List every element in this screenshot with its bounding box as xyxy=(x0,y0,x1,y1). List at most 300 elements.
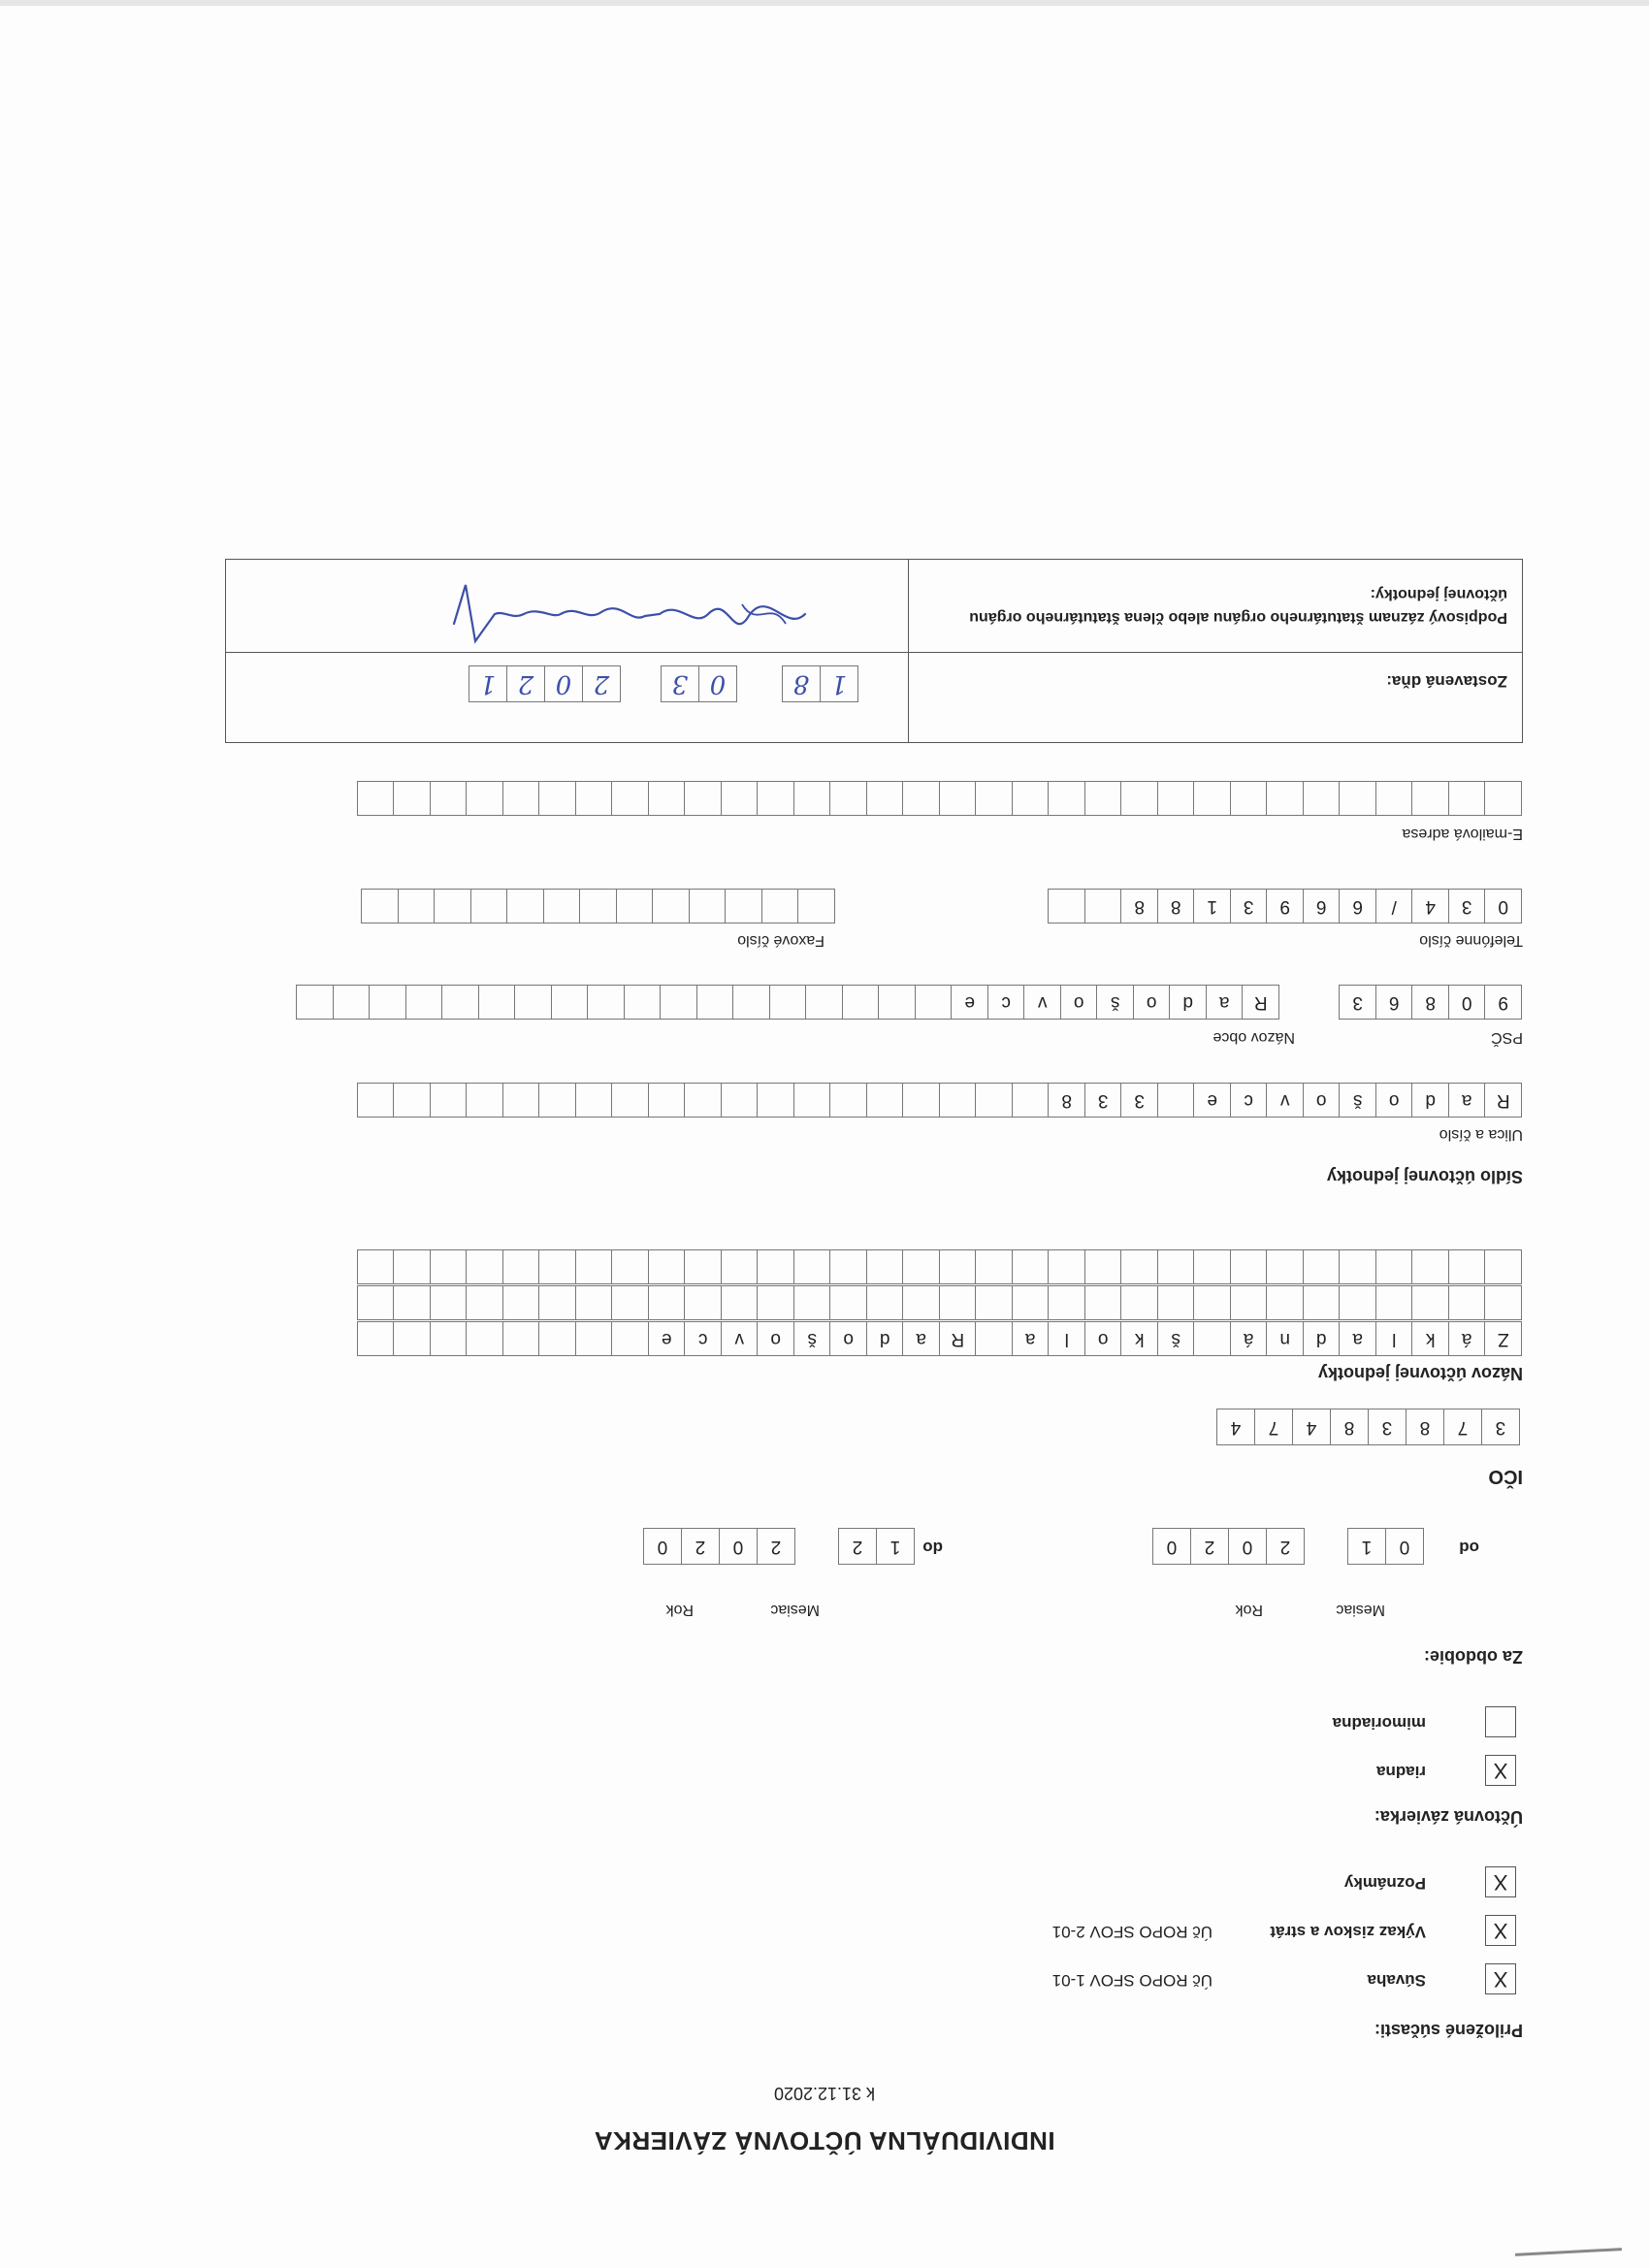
period-heading: Za obdobie: xyxy=(1424,1647,1523,1667)
char-cell[interactable] xyxy=(653,889,691,923)
char-cell[interactable] xyxy=(830,781,868,816)
ico-boxes xyxy=(1217,1409,1520,1445)
char-cell[interactable]: 1 xyxy=(1194,889,1232,923)
char-cell[interactable] xyxy=(1412,1285,1450,1320)
char-cell[interactable] xyxy=(1267,1249,1305,1284)
char-cell[interactable] xyxy=(689,889,727,923)
char-cell[interactable] xyxy=(1194,1249,1232,1284)
digit-cell[interactable]: 7 xyxy=(1254,1409,1293,1445)
compiled-month-boxes xyxy=(662,665,737,702)
char-cell[interactable]: o xyxy=(1084,1321,1122,1356)
fax-boxes xyxy=(363,889,836,923)
char-cell[interactable]: 8 xyxy=(1121,889,1159,923)
char-cell[interactable] xyxy=(297,985,335,1020)
char-cell[interactable] xyxy=(1340,781,1377,816)
char-cell[interactable]: c xyxy=(987,985,1025,1020)
digit-cell[interactable]: 2 xyxy=(1266,1528,1305,1565)
char-cell[interactable] xyxy=(543,889,581,923)
char-cell[interactable]: Z xyxy=(1485,1321,1523,1356)
phone-boxes xyxy=(1050,889,1523,923)
char-cell[interactable]: e xyxy=(648,1321,686,1356)
char-cell[interactable]: á xyxy=(1448,1321,1486,1356)
char-cell[interactable] xyxy=(1084,889,1122,923)
char-cell[interactable] xyxy=(394,781,432,816)
digit-cell[interactable]: 2 xyxy=(681,1528,720,1565)
char-cell[interactable] xyxy=(1084,1285,1122,1320)
char-cell[interactable] xyxy=(1375,781,1413,816)
char-cell[interactable]: š xyxy=(1157,1321,1195,1356)
char-cell[interactable] xyxy=(430,1083,468,1118)
attachment-checkbox-vzs[interactable]: X xyxy=(1485,1915,1516,1946)
handwritten-digit[interactable]: 2 xyxy=(506,665,545,702)
char-cell[interactable]: 3 xyxy=(1121,1083,1159,1118)
entity-name-label: Názov účtovnej jednotky xyxy=(1317,1364,1523,1383)
char-cell[interactable] xyxy=(1012,1083,1050,1118)
from-label: od xyxy=(1459,1539,1479,1557)
digit-cell[interactable]: 2 xyxy=(838,1528,877,1565)
char-cell[interactable]: 9 xyxy=(1267,889,1305,923)
char-cell[interactable] xyxy=(903,1083,941,1118)
char-cell[interactable]: R xyxy=(1243,985,1280,1020)
char-cell[interactable]: 0 xyxy=(1448,985,1486,1020)
char-cell[interactable] xyxy=(793,1285,831,1320)
char-cell[interactable] xyxy=(721,1249,759,1284)
char-cell[interactable] xyxy=(1485,781,1523,816)
char-cell[interactable]: 9 xyxy=(1485,985,1523,1020)
char-cell[interactable] xyxy=(1157,781,1195,816)
to-year-boxes xyxy=(644,1528,795,1565)
email-label: E-mailová adresa xyxy=(1402,826,1523,842)
signature-label: Podpisový záznam štatutárneho orgánu alebo člena štatutárneho orgánu účtovnej jednotky: xyxy=(969,586,1507,626)
attachment-code-vzs: Úč ROPO SFOV 2-01 xyxy=(1051,1923,1212,1941)
char-cell[interactable] xyxy=(758,1249,795,1284)
from-year-label: Rok xyxy=(1235,1602,1263,1618)
handwritten-digit[interactable]: 0 xyxy=(698,665,737,702)
handwritten-digit[interactable]: 1 xyxy=(469,665,507,702)
attachment-label-suvaha: Súvaha xyxy=(1367,1971,1426,1990)
city-label: Názov obce xyxy=(1212,1029,1295,1046)
char-cell[interactable] xyxy=(575,1285,613,1320)
char-cell[interactable] xyxy=(467,1249,504,1284)
char-cell[interactable] xyxy=(903,1249,941,1284)
char-cell[interactable] xyxy=(721,1083,759,1118)
char-cell[interactable] xyxy=(1121,781,1159,816)
char-cell[interactable]: v xyxy=(1267,1083,1305,1118)
from-month-label: Mesiac xyxy=(1336,1602,1385,1618)
char-cell[interactable] xyxy=(758,1285,795,1320)
char-cell[interactable]: a xyxy=(1340,1321,1377,1356)
char-cell[interactable] xyxy=(976,1249,1014,1284)
char-cell[interactable] xyxy=(798,889,836,923)
char-cell[interactable] xyxy=(551,985,589,1020)
digit-cell[interactable]: 8 xyxy=(1330,1409,1369,1445)
handwritten-digit[interactable]: 0 xyxy=(544,665,583,702)
char-cell[interactable] xyxy=(575,1321,613,1356)
char-cell[interactable] xyxy=(394,1249,432,1284)
char-cell[interactable]: l xyxy=(1375,1321,1413,1356)
char-cell[interactable] xyxy=(1448,1285,1486,1320)
char-cell[interactable]: 3 xyxy=(1230,889,1268,923)
char-cell[interactable]: v xyxy=(721,1321,759,1356)
from-year-boxes xyxy=(1153,1528,1305,1565)
char-cell[interactable]: 8 xyxy=(1157,889,1195,923)
char-cell[interactable]: 3 xyxy=(1448,889,1486,923)
document-title: INDIVIDUÁLNA ÚČTOVNÁ ZÁVIERKA xyxy=(594,2126,1055,2155)
char-cell[interactable] xyxy=(976,1083,1014,1118)
attachment-checkbox-suvaha[interactable]: X xyxy=(1485,1963,1516,1994)
char-cell[interactable] xyxy=(1121,1249,1159,1284)
char-cell[interactable]: a xyxy=(1448,1083,1486,1118)
char-cell[interactable] xyxy=(648,781,686,816)
char-cell[interactable] xyxy=(685,781,723,816)
char-cell[interactable] xyxy=(685,1083,723,1118)
char-cell[interactable]: d xyxy=(1170,985,1208,1020)
char-cell[interactable] xyxy=(976,1321,1014,1356)
statement-type-heading: Účtovná závierka: xyxy=(1374,1807,1523,1827)
char-cell[interactable] xyxy=(539,781,577,816)
char-cell[interactable] xyxy=(1412,781,1450,816)
char-cell[interactable] xyxy=(1012,1285,1050,1320)
char-cell[interactable] xyxy=(539,1083,577,1118)
char-cell[interactable] xyxy=(1049,1285,1086,1320)
char-cell[interactable] xyxy=(648,1083,686,1118)
char-cell[interactable] xyxy=(588,985,626,1020)
char-cell[interactable] xyxy=(515,985,553,1020)
char-cell[interactable]: 6 xyxy=(1375,985,1413,1020)
char-cell[interactable] xyxy=(405,985,443,1020)
char-cell[interactable] xyxy=(830,1249,868,1284)
char-cell[interactable] xyxy=(357,781,395,816)
char-cell[interactable] xyxy=(1084,781,1122,816)
attachment-checkbox-poznamky[interactable]: X xyxy=(1485,1866,1516,1897)
scan-mark xyxy=(1515,2248,1622,2256)
char-cell[interactable] xyxy=(939,781,977,816)
char-cell[interactable] xyxy=(502,1249,540,1284)
char-cell[interactable] xyxy=(733,985,771,1020)
statement-type-label-mimoriadna: mimoriadna xyxy=(1332,1714,1426,1733)
entity-name-row-2 xyxy=(358,1285,1522,1320)
char-cell[interactable] xyxy=(1121,1285,1159,1320)
char-cell[interactable] xyxy=(357,1321,395,1356)
char-cell[interactable] xyxy=(842,985,880,1020)
char-cell[interactable] xyxy=(1157,1285,1195,1320)
char-cell[interactable] xyxy=(769,985,807,1020)
char-cell[interactable] xyxy=(357,1285,395,1320)
fax-label: Faxové číslo xyxy=(737,932,824,949)
seat-heading: Sídlo účtovnej jednotky xyxy=(1326,1167,1523,1186)
char-cell[interactable] xyxy=(370,985,407,1020)
char-cell[interactable] xyxy=(976,1285,1014,1320)
compiled-date-label: Zostavená dňa: xyxy=(1386,672,1507,691)
char-cell[interactable]: 3 xyxy=(1340,985,1377,1020)
char-cell[interactable] xyxy=(1485,1249,1523,1284)
char-cell[interactable]: v xyxy=(1024,985,1062,1020)
char-cell[interactable] xyxy=(502,1285,540,1320)
char-cell[interactable] xyxy=(1049,1249,1086,1284)
char-cell[interactable] xyxy=(539,1285,577,1320)
compiled-year-boxes xyxy=(469,665,621,702)
attachment-label-vzs: Výkaz ziskov a strát xyxy=(1270,1923,1426,1941)
char-cell[interactable] xyxy=(721,781,759,816)
street-boxes xyxy=(358,1083,1522,1118)
char-cell[interactable] xyxy=(1157,1083,1195,1118)
char-cell[interactable] xyxy=(612,1083,650,1118)
char-cell[interactable] xyxy=(721,1285,759,1320)
digit-cell[interactable]: 1 xyxy=(1347,1528,1386,1565)
char-cell[interactable]: k xyxy=(1121,1321,1159,1356)
char-cell[interactable] xyxy=(624,985,662,1020)
char-cell[interactable] xyxy=(502,1321,540,1356)
attachment-label-poznamky: Poznámky xyxy=(1343,1874,1426,1893)
char-cell[interactable]: o xyxy=(758,1321,795,1356)
digit-cell[interactable]: 2 xyxy=(757,1528,795,1565)
digit-cell[interactable]: 2 xyxy=(1190,1528,1229,1565)
char-cell[interactable]: a xyxy=(1012,1321,1050,1356)
digit-cell[interactable]: 0 xyxy=(643,1528,682,1565)
char-cell[interactable]: c xyxy=(685,1321,723,1356)
char-cell[interactable] xyxy=(442,985,480,1020)
digit-cell[interactable]: 8 xyxy=(1406,1409,1444,1445)
char-cell[interactable]: d xyxy=(1303,1321,1341,1356)
char-cell[interactable] xyxy=(1194,1285,1232,1320)
city-boxes xyxy=(298,985,1280,1020)
handwritten-signature xyxy=(446,566,815,653)
psc-label: PSČ xyxy=(1491,1029,1523,1046)
char-cell[interactable]: š xyxy=(1097,985,1135,1020)
email-boxes xyxy=(358,781,1522,816)
char-cell[interactable] xyxy=(575,781,613,816)
from-month-boxes xyxy=(1348,1528,1424,1565)
char-cell[interactable] xyxy=(470,889,508,923)
char-cell[interactable] xyxy=(1375,1285,1413,1320)
char-cell[interactable] xyxy=(612,1321,650,1356)
char-cell[interactable] xyxy=(793,781,831,816)
char-cell[interactable]: d xyxy=(1412,1083,1450,1118)
digit-cell[interactable]: 1 xyxy=(876,1528,915,1565)
char-cell[interactable] xyxy=(580,889,618,923)
char-cell[interactable] xyxy=(976,781,1014,816)
char-cell[interactable]: o xyxy=(1375,1083,1413,1118)
char-cell[interactable] xyxy=(398,889,436,923)
char-cell[interactable] xyxy=(430,781,468,816)
char-cell[interactable] xyxy=(661,985,698,1020)
char-cell[interactable]: o xyxy=(1303,1083,1341,1118)
entity-name-row-1 xyxy=(358,1321,1522,1356)
char-cell[interactable]: d xyxy=(866,1321,904,1356)
to-label: do xyxy=(922,1539,943,1557)
handwritten-digit[interactable]: 3 xyxy=(661,665,699,702)
digit-cell[interactable]: 4 xyxy=(1216,1409,1255,1445)
char-cell[interactable] xyxy=(758,781,795,816)
char-cell[interactable] xyxy=(1267,781,1305,816)
compiled-day-boxes xyxy=(783,665,858,702)
char-cell[interactable]: š xyxy=(793,1321,831,1356)
handwritten-digit[interactable]: 1 xyxy=(820,665,858,702)
char-cell[interactable] xyxy=(467,1285,504,1320)
char-cell[interactable] xyxy=(648,1249,686,1284)
char-cell[interactable] xyxy=(575,1249,613,1284)
char-cell[interactable]: 8 xyxy=(1049,1083,1086,1118)
street-label: Ulica a číslo xyxy=(1439,1126,1523,1143)
char-cell[interactable] xyxy=(879,985,917,1020)
char-cell[interactable] xyxy=(830,1285,868,1320)
digit-cell[interactable]: 0 xyxy=(1385,1528,1424,1565)
char-cell[interactable] xyxy=(793,1083,831,1118)
char-cell[interactable] xyxy=(1303,1285,1341,1320)
char-cell[interactable] xyxy=(1230,1285,1268,1320)
ico-label: IČO xyxy=(1488,1466,1523,1487)
char-cell[interactable] xyxy=(866,1083,904,1118)
char-cell[interactable]: R xyxy=(1485,1083,1523,1118)
to-month-label: Mesiac xyxy=(770,1602,820,1618)
statement-type-checkbox-mimoriadna[interactable] xyxy=(1485,1706,1516,1737)
handwritten-digit[interactable]: 8 xyxy=(782,665,821,702)
char-cell[interactable] xyxy=(430,1321,468,1356)
char-cell[interactable] xyxy=(394,1321,432,1356)
char-cell[interactable] xyxy=(793,1249,831,1284)
char-cell[interactable] xyxy=(866,1249,904,1284)
char-cell[interactable]: l xyxy=(1049,1321,1086,1356)
char-cell[interactable] xyxy=(612,1249,650,1284)
table-divider xyxy=(226,652,1522,653)
digit-cell[interactable]: 3 xyxy=(1481,1409,1520,1445)
char-cell[interactable] xyxy=(1230,1249,1268,1284)
char-cell[interactable] xyxy=(866,781,904,816)
char-cell[interactable] xyxy=(1230,781,1268,816)
char-cell[interactable] xyxy=(467,1321,504,1356)
char-cell[interactable] xyxy=(612,781,650,816)
char-cell[interactable]: 0 xyxy=(1485,889,1523,923)
attachment-code-suvaha: Úč ROPO SFOV 1-01 xyxy=(1051,1971,1212,1990)
digit-cell[interactable]: 0 xyxy=(1152,1528,1191,1565)
char-cell[interactable] xyxy=(830,1083,868,1118)
char-cell[interactable] xyxy=(648,1285,686,1320)
char-cell[interactable] xyxy=(430,1249,468,1284)
char-cell[interactable] xyxy=(1375,1249,1413,1284)
char-cell[interactable] xyxy=(903,1285,941,1320)
char-cell[interactable] xyxy=(1303,1249,1341,1284)
digit-cell[interactable]: 0 xyxy=(719,1528,758,1565)
char-cell[interactable] xyxy=(507,889,545,923)
char-cell[interactable] xyxy=(1084,1249,1122,1284)
char-cell[interactable]: R xyxy=(939,1321,977,1356)
digit-cell[interactable]: 4 xyxy=(1292,1409,1331,1445)
char-cell[interactable]: n xyxy=(1267,1321,1305,1356)
char-cell[interactable] xyxy=(1303,781,1341,816)
char-cell[interactable] xyxy=(939,1249,977,1284)
char-cell[interactable] xyxy=(1012,1249,1050,1284)
char-cell[interactable]: š xyxy=(1340,1083,1377,1118)
char-cell[interactable]: 4 xyxy=(1412,889,1450,923)
char-cell[interactable] xyxy=(726,889,763,923)
char-cell[interactable] xyxy=(1157,1249,1195,1284)
char-cell[interactable]: 6 xyxy=(1303,889,1341,923)
char-cell[interactable]: e xyxy=(952,985,989,1020)
char-cell[interactable]: c xyxy=(1230,1083,1268,1118)
char-cell[interactable] xyxy=(357,1083,395,1118)
char-cell[interactable] xyxy=(394,1083,432,1118)
psc-boxes xyxy=(1341,985,1523,1020)
char-cell[interactable] xyxy=(1448,1249,1486,1284)
char-cell[interactable]: 6 xyxy=(1340,889,1377,923)
char-cell[interactable]: á xyxy=(1230,1321,1268,1356)
char-cell[interactable] xyxy=(758,1083,795,1118)
char-cell[interactable] xyxy=(866,1285,904,1320)
char-cell[interactable] xyxy=(467,781,504,816)
char-cell[interactable] xyxy=(333,985,371,1020)
char-cell[interactable] xyxy=(1340,1285,1377,1320)
char-cell[interactable] xyxy=(575,1083,613,1118)
char-cell[interactable] xyxy=(1194,781,1232,816)
char-cell[interactable] xyxy=(539,1321,577,1356)
char-cell[interactable] xyxy=(685,1249,723,1284)
as-of-date: k 31.12.2020 xyxy=(773,2084,876,2103)
char-cell[interactable] xyxy=(1012,781,1050,816)
char-cell[interactable] xyxy=(915,985,953,1020)
char-cell[interactable] xyxy=(1448,781,1486,816)
char-cell[interactable] xyxy=(1412,1249,1450,1284)
char-cell[interactable] xyxy=(435,889,472,923)
char-cell[interactable] xyxy=(394,1285,432,1320)
char-cell[interactable]: a xyxy=(903,1321,941,1356)
char-cell[interactable]: a xyxy=(1206,985,1244,1020)
char-cell[interactable] xyxy=(1194,1321,1232,1356)
table-divider xyxy=(908,560,909,742)
digit-cell[interactable]: 7 xyxy=(1443,1409,1482,1445)
char-cell[interactable]: 8 xyxy=(1412,985,1450,1020)
char-cell[interactable] xyxy=(1049,889,1086,923)
attachments-heading: Priložené súčasti: xyxy=(1374,2021,1523,2040)
char-cell[interactable] xyxy=(939,1285,977,1320)
char-cell[interactable] xyxy=(539,1249,577,1284)
char-cell[interactable]: o xyxy=(830,1321,868,1356)
char-cell[interactable] xyxy=(1267,1285,1305,1320)
digit-cell[interactable]: 0 xyxy=(1228,1528,1267,1565)
char-cell[interactable]: o xyxy=(1060,985,1098,1020)
char-cell[interactable]: o xyxy=(1133,985,1171,1020)
char-cell[interactable] xyxy=(806,985,844,1020)
char-cell[interactable] xyxy=(685,1285,723,1320)
handwritten-digit[interactable]: 2 xyxy=(582,665,621,702)
char-cell[interactable] xyxy=(696,985,734,1020)
char-cell[interactable] xyxy=(430,1285,468,1320)
char-cell[interactable] xyxy=(616,889,654,923)
char-cell[interactable] xyxy=(612,1285,650,1320)
char-cell[interactable]: e xyxy=(1194,1083,1232,1118)
digit-cell[interactable]: 3 xyxy=(1368,1409,1406,1445)
char-cell[interactable] xyxy=(903,781,941,816)
char-cell[interactable] xyxy=(357,1249,395,1284)
char-cell[interactable] xyxy=(1485,1285,1523,1320)
char-cell[interactable] xyxy=(761,889,799,923)
char-cell[interactable] xyxy=(362,889,400,923)
char-cell[interactable]: / xyxy=(1375,889,1413,923)
char-cell[interactable]: 3 xyxy=(1084,1083,1122,1118)
statement-type-checkbox-riadna[interactable]: X xyxy=(1485,1755,1516,1786)
char-cell[interactable] xyxy=(478,985,516,1020)
char-cell[interactable]: k xyxy=(1412,1321,1450,1356)
char-cell[interactable] xyxy=(1340,1249,1377,1284)
to-month-boxes xyxy=(839,1528,915,1565)
entity-name-row-3 xyxy=(358,1249,1522,1284)
char-cell[interactable] xyxy=(939,1083,977,1118)
char-cell[interactable] xyxy=(467,1083,504,1118)
char-cell[interactable] xyxy=(1049,781,1086,816)
char-cell[interactable] xyxy=(502,781,540,816)
char-cell[interactable] xyxy=(502,1083,540,1118)
phone-label: Telefónne číslo xyxy=(1419,932,1523,949)
statement-type-label-riadna: riadna xyxy=(1375,1763,1426,1781)
